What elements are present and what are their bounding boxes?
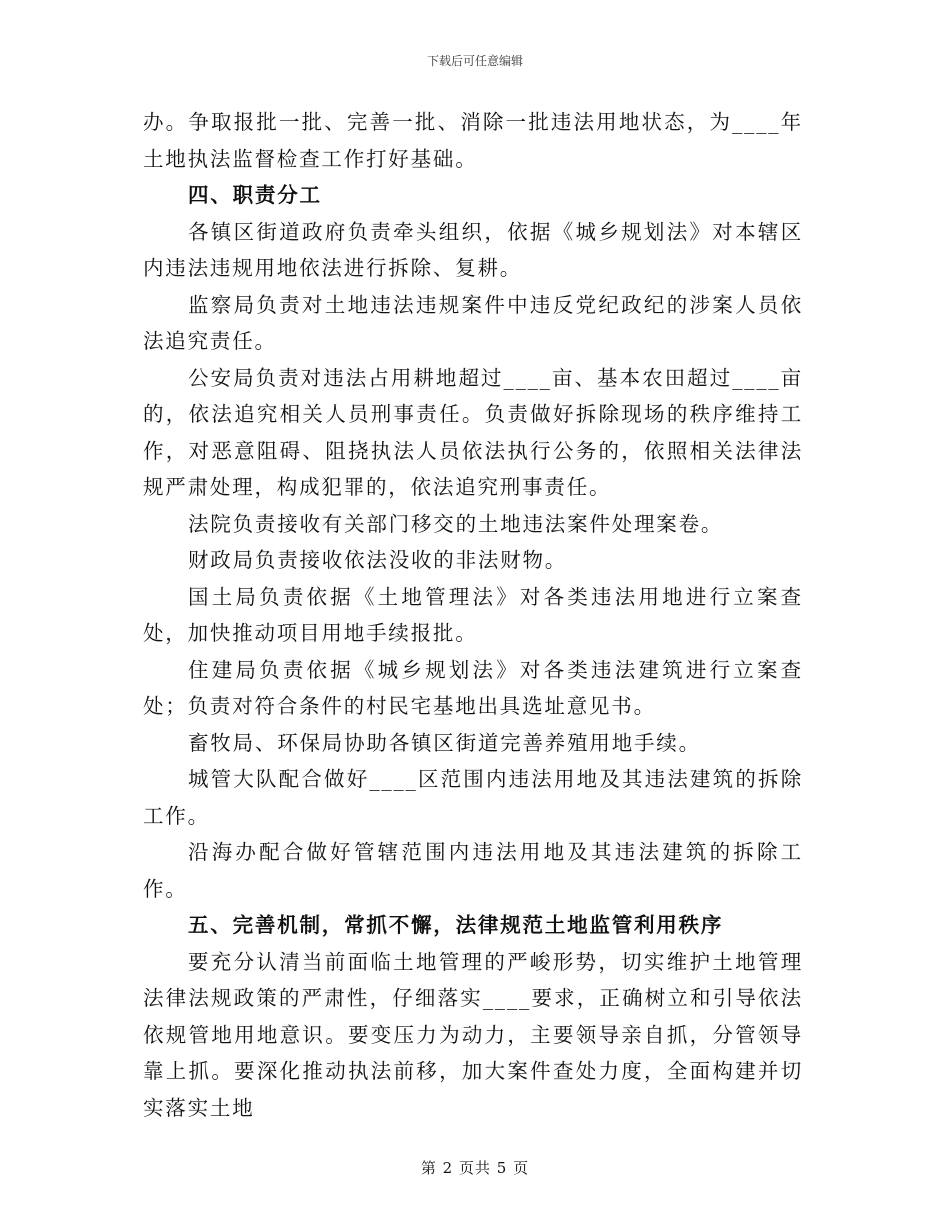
- document-body: [143, 104, 803, 1126]
- paragraph: 城管大队配合做好____区范围内违法用地及其违法建筑的拆除工作。: [143, 767, 803, 828]
- paragraph: 要充分认清当前面临土地管理的严峻形势，切实维护土地管理法律法规政策的严肃性，仔细落实____要求，正确树立和引导依法依规管地用地意识。要变压力为动力，主要领导亲自抓，分管领导靠上抓。要深化推动执法前移，加大案件查处力度，全面构建并切实落实土地: [143, 949, 803, 1120]
- page-number: 第 2 页共 5 页: [420, 1159, 530, 1177]
- paragraph: 畜牧局、环保局协助各镇区街道完善养殖用地手续。: [188, 730, 701, 755]
- paragraph: 公安局负责对违法占用耕地超过____亩、基本农田超过____亩的，依法追究相关人员刑事责任。负责做好拆除现场的秩序维持工作，对恶意阻碍、阻挠执法人员依法执行公务的，依照相关法律法规严肃处理，构成犯罪的，依法追究刑事责任。: [143, 365, 803, 499]
- paragraph: 监察局负责对土地违法违规案件中违反党纪政纪的涉案人员依法追究责任。: [143, 292, 803, 353]
- paragraph: 住建局负责依据《城乡规划法》对各类违法建筑进行立案查处；负责对符合条件的村民宅基地出具选址意见书。: [143, 657, 803, 718]
- paragraph: 法院负责接收有关部门移交的土地违法案件处理案卷。: [188, 511, 724, 536]
- paragraph: 各镇区街道政府负责牵头组织，依据《城乡规划法》对本辖区内违法违规用地依法进行拆除、复耕。: [143, 219, 803, 280]
- paragraph: 财政局负责接收依法没收的非法财物。: [188, 548, 568, 572]
- paragraph: 沿海办配合做好管辖范围内违法用地及其违法建筑的拆除工作。: [143, 840, 803, 901]
- page-header: 下载后可任意编辑: [426, 54, 523, 68]
- section-heading-5: 五、完善机制，常抓不懈，法律规范土地监管利用秩序: [188, 913, 724, 937]
- section-heading-4: 四、职责分工: [188, 183, 322, 207]
- paragraph-continued: 办。争取报批一批、完善一批、消除一批违法用地状态，为____年土地执法监督检查工作打好基础。: [143, 110, 803, 171]
- paragraph: 国土局负责依据《土地管理法》对各类违法用地进行立案查处，加快推动项目用地手续报批。: [143, 584, 803, 645]
